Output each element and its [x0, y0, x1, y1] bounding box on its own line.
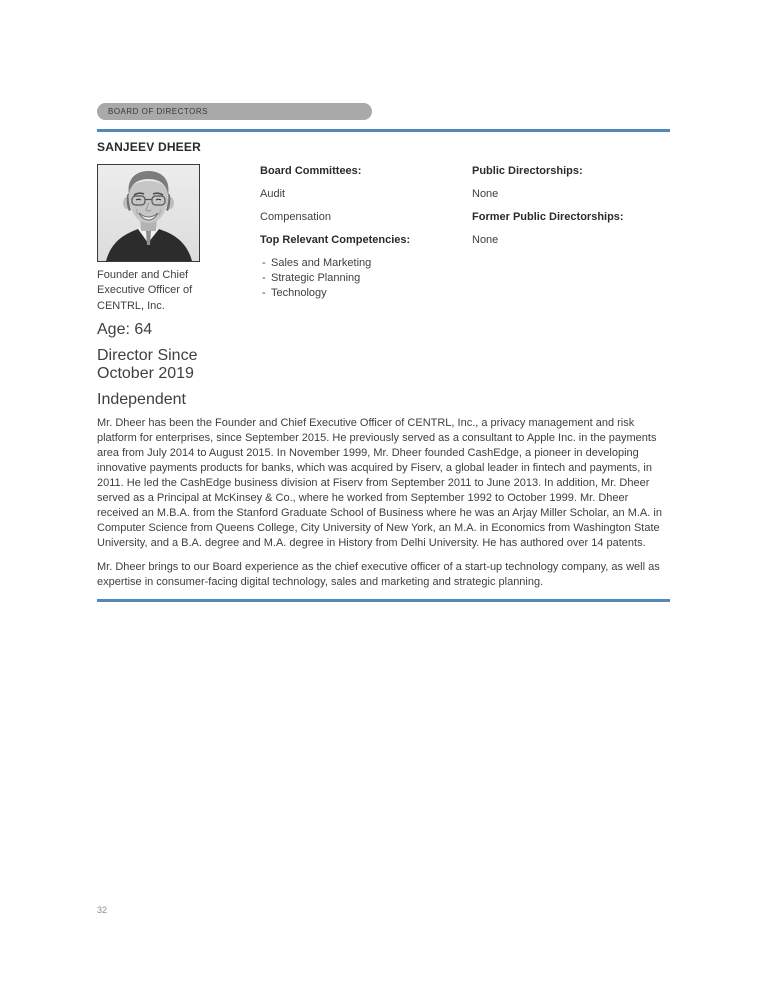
- bio-paragraph-2: Mr. Dheer brings to our Board experience as the chief executive officer of a start-up technology company, as well as expertise in consumer-facing digital technology, sales and marketing and strategic planning.: [97, 561, 660, 588]
- dash-bullet: -: [262, 256, 266, 269]
- director-independence: Independent: [97, 391, 186, 408]
- director-photo: [97, 164, 200, 262]
- former-public-directorships-value: None: [472, 233, 499, 246]
- profile-middle-column: [260, 164, 472, 410]
- profile-right-column: [472, 164, 670, 410]
- former-public-directorships-heading: Former Public Directorships:: [472, 210, 624, 223]
- director-age: Age: 64: [97, 321, 153, 338]
- section-banner-label: BOARD OF DIRECTORS: [108, 107, 208, 116]
- board-committee-item: Audit: [260, 187, 286, 200]
- public-directorships-value: None: [472, 187, 499, 200]
- competency-label: Sales and Marketing: [271, 256, 372, 269]
- portrait-illustration: [98, 165, 199, 261]
- profile-columns: [97, 164, 670, 410]
- competency-item: [260, 256, 472, 271]
- bottom-divider-rule: [97, 599, 670, 602]
- competencies-heading: Top Relevant Competencies:: [260, 233, 411, 246]
- dash-bullet: -: [262, 271, 266, 284]
- competency-label: Strategic Planning: [271, 271, 361, 284]
- board-committee-item: Compensation: [260, 210, 331, 223]
- director-title: Founder and Chief Executive Officer of CENTRL, Inc.: [97, 268, 193, 312]
- section-banner: [97, 103, 372, 120]
- dash-bullet: -: [262, 286, 266, 299]
- competency-item: [260, 271, 472, 286]
- competencies-list: [260, 256, 472, 301]
- competency-item: [260, 286, 472, 301]
- bio-paragraph-1: Mr. Dheer has been the Founder and Chief Executive Officer of CENTRL, Inc., a privacy management and risk platform for enterprises, since September 2015. He previously served as a consultant to Apple Inc. in the payments area from July 2014 to August 2015. In November 1999, Mr. Dheer founded CashEdge, a pioneer in developing innovative payments products for banks, which was acquired by Fiserv, a global leader in fintech and payments, in 2011. He led the CashEdge business division at Fiserv from September 2011 to June 2013. In addition, Mr. Dheer served as a Principal at McKinsey & Co., where he worked from September 1992 to October 1999. Mr. Dheer received an M.B.A. from the Stanford Graduate School of Business where he was an Arjay Miller Scholar, an M.A. in Computer Science from Queens College, City University of New York, an M.A. in Economics from Washington State University, and a B.A. degree and M.A. degree in History from Delhi University. He has authored over 14 patents.: [97, 417, 662, 549]
- director-name-heading: SANJEEV DHEER: [97, 139, 201, 154]
- top-divider-rule: [97, 129, 670, 132]
- board-committees-heading: Board Committees:: [260, 164, 362, 177]
- page-number: 32: [97, 905, 108, 915]
- director-tenure: Director Since October 2019: [97, 347, 198, 382]
- public-directorships-heading: Public Directorships:: [472, 164, 583, 177]
- profile-left-column: [97, 164, 260, 410]
- competency-label: Technology: [271, 286, 327, 299]
